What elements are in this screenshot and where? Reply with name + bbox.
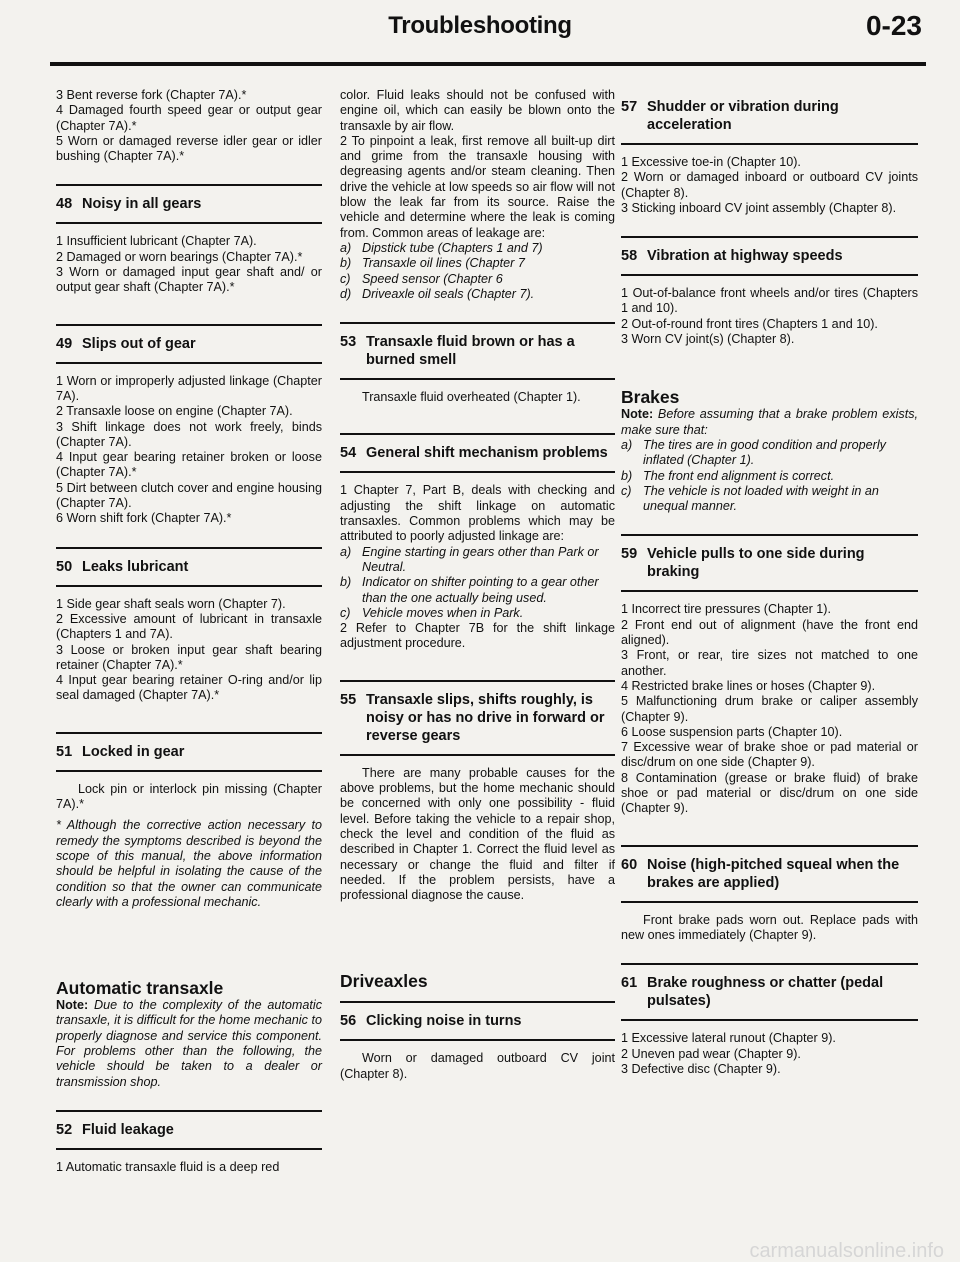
section-number: 51	[56, 743, 73, 760]
section-number: 52	[56, 1121, 73, 1138]
note-text: Due to the complexity of the automatic transaxle, it is difficult for the home mechanic to properly diagnose and service this component. For problems other than the following, the vehicle should be taken to a dealer or transmission shop.	[56, 998, 322, 1089]
paragraph: Transaxle fluid overheated (Chapter 1).	[362, 390, 581, 405]
list-item: c) The vehicle is not loaded with weight in an unequal manner.	[621, 483, 879, 514]
section-number: 58	[621, 248, 638, 265]
column-left	[56, 88, 322, 1175]
page-number: 0-23	[865, 10, 922, 41]
note-label: Note:	[56, 998, 89, 1013]
paragraph: 2 Front end out of alignment (have the front end aligned).	[621, 617, 918, 648]
list-item: c) Vehicle moves when in Park.	[340, 605, 524, 620]
list-item: a) The tires are in good condition and properly inflated (Chapter 1).	[621, 437, 886, 468]
section-60	[621, 845, 918, 903]
section-54	[340, 433, 615, 473]
section-number: 55	[340, 691, 357, 708]
chapter-heading-driveaxles: Driveaxles	[340, 971, 428, 992]
section-number: 50	[56, 558, 73, 575]
section-heading	[340, 324, 615, 378]
paragraph: 2 Out-of-round front tires (Chapters 1 and 10).	[621, 316, 878, 331]
footnote: * Although the corrective action necessary to remedy the symptoms described is beyond the scope of this manual, the above information should be helpful in isolating the cause of the condition so that the owner can communicate clearly with a professional mechanic.	[56, 818, 322, 909]
paragraph: 1 Excessive lateral runout (Chapter 9).	[621, 1031, 836, 1046]
section-title: Clicking noise in turns	[366, 1013, 522, 1030]
paragraph: 2 Excessive amount of lubricant in transaxle (Chapters 1 and 7A).	[56, 611, 322, 642]
section-55	[340, 680, 615, 756]
section-title: Vibration at highway speeds	[647, 248, 843, 265]
paragraph: 7 Excessive wear of brake shoe or pad material or disc/drum on one side (Chapter 9).	[621, 740, 918, 770]
note	[56, 998, 322, 1090]
section-heading	[56, 186, 322, 222]
section-58	[621, 236, 918, 276]
section-heading	[340, 682, 615, 754]
paragraph: 6 Loose suspension parts (Chapter 10).	[621, 724, 843, 739]
shift-problem-list	[340, 545, 615, 621]
section-48	[56, 184, 322, 224]
page-header	[0, 0, 960, 72]
paragraph: 1 Insufficient lubricant (Chapter 7A).	[56, 234, 257, 249]
section-number: 56	[340, 1013, 357, 1030]
paragraph: 2 Refer to Chapter 7B for the shift linkage adjustment procedure.	[340, 621, 615, 651]
section-title: Shudder or vibration during acceleration	[647, 99, 839, 133]
section-53	[340, 322, 615, 380]
list-item: c) Speed sensor (Chapter 6	[340, 271, 503, 286]
section-61	[621, 963, 918, 1021]
paragraph: 3 Front, or rear, tire sizes not matched to one another.	[621, 648, 918, 678]
brake-precheck-list	[621, 438, 918, 514]
chapter-heading-automatic-transaxle: Automatic transaxle	[56, 978, 224, 999]
list-item: d) Driveaxle oil seals (Chapter 7).	[340, 286, 535, 301]
paragraph: 2 To pinpoint a leak, first remove all built-up dirt and grime from the transaxle housing with degreasing agents and/or steam cleaning. Then drive the vehicle at low speeds so air flow will not blow the leak far from its source. Raise the vehicle and determine where the leak is coming from. Common areas of leakage are:	[340, 133, 615, 240]
section-heading	[56, 1112, 322, 1148]
paragraph: 1 Worn or improperly adjusted linkage (Chapter 7A).	[56, 373, 322, 403]
section-number: 53	[340, 334, 357, 351]
section-number: 60	[621, 856, 638, 873]
paragraph: 1 Excessive toe-in (Chapter 10).	[621, 155, 801, 169]
section-title: General shift mechanism problems	[366, 445, 608, 462]
paragraph: 3 Defective disc (Chapter 9).	[621, 1061, 781, 1076]
paragraph: color. Fluid leaks should not be confused with engine oil, which can easily be blown onto the transaxle by air flow.	[340, 88, 615, 133]
paragraph: 2 Uneven pad wear (Chapter 9).	[621, 1046, 801, 1061]
watermark: carmanualsonline.info	[749, 1239, 944, 1262]
paragraph: 1 Chapter 7, Part B, deals with checking and adjusting the shift linkage on automatic transaxles. Common problems which may be attributed to poorly adjusted linkage are:	[340, 483, 615, 544]
section-59	[621, 534, 918, 592]
paragraph: 6 Worn shift fork (Chapter 7A).*	[56, 511, 232, 526]
paragraph: There are many probable causes for the above problems, but the home mechanic should be concerned with only one possibility - fluid level. Before taking the vehicle to a repair shop, check the level and condition of the fluid as described in Chapter 1. Correct the fluid level as necessary or change the fluid and filter if needed. If the problem persists, have a professional diagnose the cause.	[340, 765, 615, 903]
paragraph: 4 Restricted brake lines or hoses (Chapter 9).	[621, 678, 876, 693]
section-heading	[56, 734, 322, 770]
paragraph: Front brake pads worn out. Replace pads with new ones immediately (Chapter 9).	[621, 912, 918, 942]
paragraph: 4 Damaged fourth speed gear or output gear (Chapter 7A).*	[56, 103, 322, 133]
paragraph: 3 Worn or damaged input gear shaft and/ or output gear shaft (Chapter 7A).*	[56, 265, 322, 295]
section-heading	[621, 88, 918, 143]
section-number: 48	[56, 196, 73, 213]
section-49	[56, 324, 322, 364]
section-51	[56, 732, 322, 772]
paragraph: 8 Contamination (grease or brake fluid) of brake shoe or pad material or disc/drum on one side (Chapter 9).	[621, 770, 918, 816]
paragraph: 1 Automatic transaxle fluid is a deep red	[56, 1159, 280, 1174]
section-number: 49	[56, 335, 73, 352]
section-number: 59	[621, 546, 638, 563]
section-title: Locked in gear	[82, 743, 185, 760]
paragraph: Lock pin or interlock pin missing (Chapter 7A).*	[56, 781, 322, 812]
section-heading	[621, 965, 918, 1019]
section-number: 61	[621, 975, 638, 992]
paragraph: 3 Shift linkage does not work freely, binds (Chapter 7A).	[56, 419, 322, 449]
section-heading	[56, 549, 322, 585]
paragraph: 5 Malfunctioning drum brake or caliper assembly (Chapter 9).	[621, 694, 918, 724]
paragraph: 2 Damaged or worn bearings (Chapter 7A).*	[56, 249, 303, 264]
paragraph: 4 Input gear bearing retainer broken or loose (Chapter 7A).*	[56, 450, 322, 480]
column-right	[621, 88, 918, 1077]
section-56	[340, 1001, 615, 1041]
paragraph: 2 Transaxle loose on engine (Chapter 7A).	[56, 404, 293, 419]
leak-list	[340, 241, 615, 302]
chapter-heading-brakes: Brakes	[621, 387, 680, 408]
section-heading	[621, 536, 918, 590]
section-52	[56, 1110, 322, 1150]
section-title: Fluid leakage	[82, 1121, 174, 1138]
section-title: Leaks lubricant	[82, 558, 189, 575]
section-heading	[56, 326, 322, 362]
paragraph: 5 Worn or damaged reverse idler gear or idler bushing (Chapter 7A).*	[56, 133, 322, 164]
section-heading	[340, 1003, 615, 1039]
section-title: Slips out of gear	[82, 335, 196, 352]
header-rule	[50, 62, 926, 66]
list-item: b) Transaxle oil lines (Chapter 7	[340, 256, 525, 271]
note-label: Note:	[621, 407, 654, 422]
paragraph: 1 Incorrect tire pressures (Chapter 1).	[621, 602, 831, 617]
paragraph: 4 Input gear bearing retainer O-ring and/or lip seal damaged (Chapter 7A).*	[56, 673, 322, 703]
paragraph: 2 Worn or damaged inboard or outboard CV joints (Chapter 8).	[621, 170, 918, 200]
section-title: Transaxle fluid brown or has a burned smell	[366, 334, 575, 369]
paragraph: 1 Out-of-balance front wheels and/or tires (Chapters 1 and 10).	[621, 286, 918, 316]
page-title: Troubleshooting	[388, 12, 572, 39]
section-title: Noise (high-pitched squeal when the brakes are applied)	[647, 856, 900, 891]
note-text: Before assuming that a brake problem exists, make sure that:	[621, 407, 919, 437]
section-title: Brake roughness or chatter (pedal pulsates)	[647, 975, 884, 1010]
list-item: b) The front end alignment is correct.	[621, 468, 835, 483]
paragraph: 3 Worn CV joint(s) (Chapter 8).	[621, 332, 795, 347]
section-title: Transaxle slips, shifts roughly, is noisy or has no drive in forward or reverse gears	[366, 691, 605, 744]
note	[621, 407, 918, 438]
paragraph: 3 Bent reverse fork (Chapter 7A).*	[56, 88, 247, 102]
paragraph: 5 Dirt between clutch cover and engine housing (Chapter 7A).	[56, 480, 322, 511]
list-item: a) Dipstick tube (Chapters 1 and 7)	[340, 240, 543, 255]
section-number: 54	[340, 445, 357, 462]
section-57	[621, 88, 918, 145]
list-item: a) Engine starting in gears other than Park or Neutral.	[340, 544, 599, 574]
section-title: Vehicle pulls to one side during braking	[647, 546, 865, 581]
column-middle	[340, 88, 615, 1082]
paragraph: 3 Loose or broken input gear shaft bearing retainer (Chapter 7A).*	[56, 642, 322, 672]
paragraph: 1 Side gear shaft seals worn (Chapter 7).	[56, 596, 286, 611]
paragraph: 3 Sticking inboard CV joint assembly (Chapter 8).	[621, 200, 897, 215]
section-title: Noisy in all gears	[82, 196, 202, 213]
section-heading	[340, 435, 615, 471]
section-number: 57	[621, 99, 638, 115]
section-heading	[621, 238, 918, 274]
section-heading	[621, 847, 918, 901]
list-item: b) Indicator on shifter pointing to a gear other than the one actually being used.	[340, 575, 599, 605]
paragraph: Worn or damaged outboard CV joint (Chapter 8).	[340, 1051, 615, 1081]
section-50	[56, 547, 322, 587]
